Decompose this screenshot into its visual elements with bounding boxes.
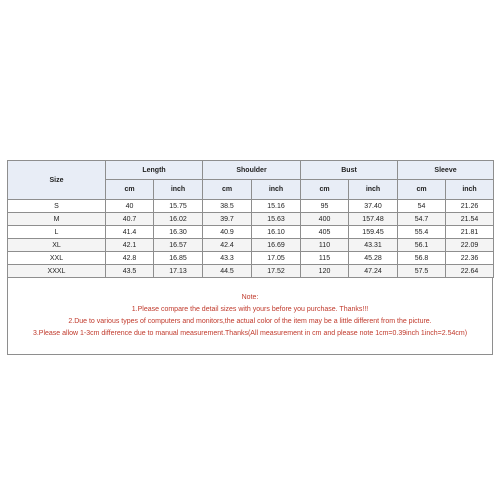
table-row (8, 213, 494, 226)
measurement-cell: 405 (301, 226, 349, 239)
measurement-cell: 44.5 (203, 265, 252, 278)
table-row (8, 265, 494, 278)
measurement-cell: 45.28 (349, 252, 398, 265)
measurement-cell: 37.40 (349, 200, 398, 213)
measurement-cell: 39.7 (203, 213, 252, 226)
size-cell: L (8, 226, 106, 239)
measurement-cell: 16.10 (252, 226, 301, 239)
measurement-cell: 400 (301, 213, 349, 226)
measurement-cell: 157.48 (349, 213, 398, 226)
measurement-cell: 110 (301, 239, 349, 252)
measurement-cell: 21.54 (446, 213, 494, 226)
measurement-cell: 42.4 (203, 239, 252, 252)
measurement-cell: 17.52 (252, 265, 301, 278)
unit-header: inch (349, 180, 398, 200)
measurement-cell: 56.8 (398, 252, 446, 265)
measurement-cell: 40.9 (203, 226, 252, 239)
note-line-2: 2.Due to various types of computers and monitors,the actual color of the item may be a little different from the picture. (68, 318, 432, 325)
sleeve-header: Sleeve (398, 161, 494, 180)
measurement-cell: 21.81 (446, 226, 494, 239)
measurement-cell: 16.69 (252, 239, 301, 252)
measurement-cell: 95 (301, 200, 349, 213)
shoulder-header: Shoulder (203, 161, 301, 180)
note-line-1: 1.Please compare the detail sizes with yours before you purchase. Thanks!!! (131, 306, 369, 313)
note-line-3: 3.Please allow 1-3cm difference due to manual measurement.Thanks(All measurement in cm and please note 1cm=0.39inch 1inch=2.54cm) (32, 330, 468, 337)
measurement-cell: 43.5 (106, 265, 154, 278)
measurement-cell: 16.85 (154, 252, 203, 265)
unit-header: inch (154, 180, 203, 200)
measurement-cell: 43.31 (349, 239, 398, 252)
measurement-cell: 16.57 (154, 239, 203, 252)
measurement-cell: 15.16 (252, 200, 301, 213)
measurement-cell: 43.3 (203, 252, 252, 265)
table-row (8, 239, 494, 252)
size-cell: XXXL (8, 265, 106, 278)
table-row (8, 226, 494, 239)
size-cell: S (8, 200, 106, 213)
unit-header: cm (398, 180, 446, 200)
unit-header: cm (301, 180, 349, 200)
measurement-cell: 42.1 (106, 239, 154, 252)
measurement-cell: 16.30 (154, 226, 203, 239)
measurement-cell: 56.1 (398, 239, 446, 252)
table-row (8, 252, 494, 265)
measurement-cell: 120 (301, 265, 349, 278)
size-cell: XXL (8, 252, 106, 265)
measurement-cell: 22.36 (446, 252, 494, 265)
notes-box (7, 278, 493, 355)
measurement-cell: 159.45 (349, 226, 398, 239)
measurement-cell: 21.26 (446, 200, 494, 213)
measurement-cell: 17.13 (154, 265, 203, 278)
measurement-cell: 15.63 (252, 213, 301, 226)
measurement-cell: 41.4 (106, 226, 154, 239)
notes-title: Note: (241, 294, 259, 301)
measurement-cell: 16.02 (154, 213, 203, 226)
unit-header: cm (106, 180, 154, 200)
measurement-cell: 40.7 (106, 213, 154, 226)
measurement-cell: 22.64 (446, 265, 494, 278)
measurement-cell: 47.24 (349, 265, 398, 278)
measurement-cell: 115 (301, 252, 349, 265)
size-table-body (8, 200, 494, 278)
size-cell: XL (8, 239, 106, 252)
unit-header: inch (446, 180, 494, 200)
unit-header: inch (252, 180, 301, 200)
measurement-cell: 54.7 (398, 213, 446, 226)
size-header: Size (8, 161, 106, 200)
size-chart (7, 160, 493, 355)
measurement-cell: 38.5 (203, 200, 252, 213)
measurement-cell: 22.09 (446, 239, 494, 252)
bust-header: Bust (301, 161, 398, 180)
measurement-cell: 40 (106, 200, 154, 213)
measurement-cell: 54 (398, 200, 446, 213)
size-table (7, 160, 494, 278)
measurement-cell: 57.5 (398, 265, 446, 278)
measurement-cell: 15.75 (154, 200, 203, 213)
measurement-cell: 55.4 (398, 226, 446, 239)
table-row (8, 200, 494, 213)
measurement-cell: 42.8 (106, 252, 154, 265)
measurement-cell: 17.05 (252, 252, 301, 265)
length-header: Length (106, 161, 203, 180)
group-header-row (8, 161, 494, 180)
size-cell: M (8, 213, 106, 226)
unit-header: cm (203, 180, 252, 200)
